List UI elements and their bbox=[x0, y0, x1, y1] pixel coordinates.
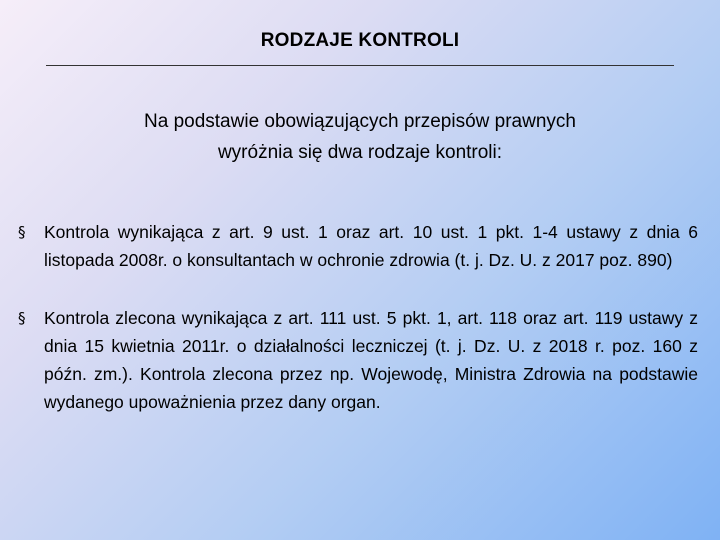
bullet-list bbox=[18, 218, 698, 416]
intro-line-1: Na podstawie obowiązujących przepisów prawnych bbox=[144, 111, 576, 132]
bullet-text: Kontrola zlecona wynikająca z art. 111 ust. 5 pkt. 1, art. 118 oraz art. 119 ustawy z dnia 15 kwietnia 2011r. o działalności leczniczej (t. j. Dz. U. z 2018 r. poz. 160 z późn. zm.). Kontrola zlecona przez np. Wojewodę, Ministra Zdrowia na podstawie wydanego upoważnienia przez dany organ. bbox=[44, 308, 698, 412]
intro-line-2: wyróżnia się dwa rodzaje kontroli: bbox=[217, 142, 503, 163]
bullet-marker-icon: § bbox=[18, 223, 26, 241]
bullet-marker-icon: § bbox=[18, 309, 26, 327]
title-divider bbox=[46, 65, 674, 66]
bullet-item bbox=[18, 218, 698, 274]
slide-title: RODZAJE KONTROLI bbox=[260, 30, 460, 51]
bullet-text: Kontrola wynikająca z art. 9 ust. 1 oraz art. 10 ust. 1 pkt. 1-4 ustawy z dnia 6 listopada 2008r. o konsultantach w ochronie zdrowia (t. j. Dz. U. z 2017 poz. 890) bbox=[44, 222, 698, 270]
intro-paragraph bbox=[40, 106, 680, 168]
bullet-item bbox=[18, 304, 698, 416]
